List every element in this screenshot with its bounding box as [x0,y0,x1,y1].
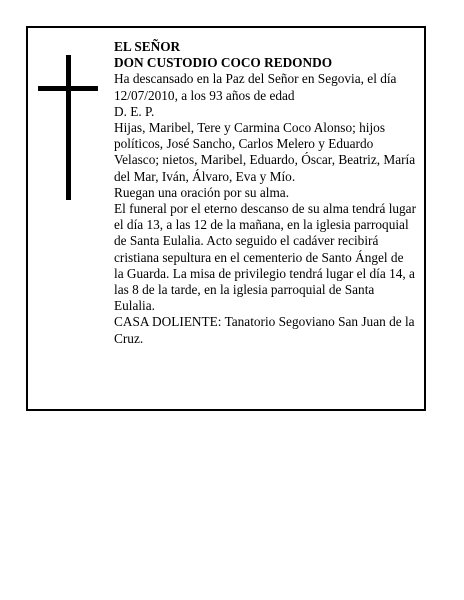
funeral-details: El funeral por el eterno descanso de su alma tendrá lugar el día 13, a las 12 de la mañana, en la iglesia parroquial de Santa Eulalia. Acto seguido el cadáver recibirá cristiana sepultura en el cementerio de Santo Ángel de la Guarda. La misa de privilegio tendrá lugar el día 14, a las 8 de la tarde, en la iglesia parroquial de Santa Eulalia. [114,201,417,314]
cross-icon [38,55,98,200]
obituary-notice [26,26,426,411]
family-list: Hijas, Maribel, Tere y Carmina Coco Alonso; hijos políticos, José Sancho, Carlos Melero y Eduardo Velasco; nietos, Maribel, Eduardo, Óscar, Beatriz, María del Mar, Iván, Álvaro, Eva y Mío. [114,120,416,184]
prayer-request: Ruegan una oración por su alma. [114,184,290,200]
title-honorific: EL SEÑOR [114,39,181,54]
rip-abbreviation: D. E. P. [114,103,155,119]
obituary-text [114,39,416,347]
death-info: Ha descansado en la Paz del Señor en Segovia, el día 12/07/2010, a los 93 años de edad [114,71,397,103]
cross-horizontal-bar [38,86,98,91]
casa-doliente: CASA DOLIENTE: Tanatorio Segoviano San Juan de la Cruz. [114,314,415,346]
cross-vertical-bar [66,55,71,200]
deceased-name: DON CUSTODIO COCO REDONDO [114,55,333,71]
